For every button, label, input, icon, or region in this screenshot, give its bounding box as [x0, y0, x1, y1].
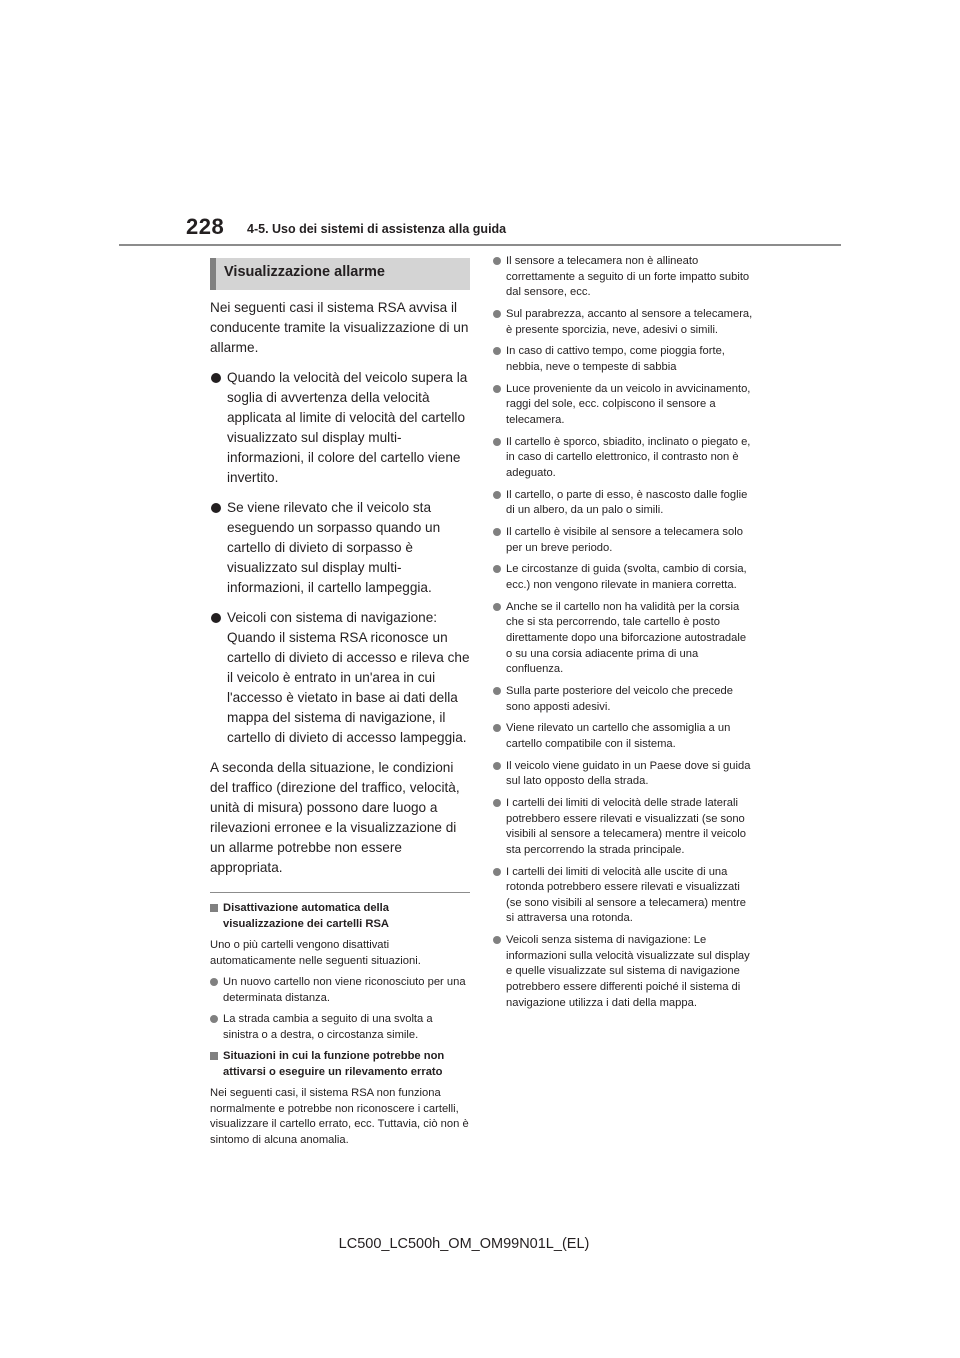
list-item: Il cartello è sporco, sbiadito, inclinato o piegato e, in caso di cartello elettronico, il contrasto non è adeguato. — [493, 435, 755, 482]
subheading-auto-disable: Disattivazione automatica della visualizzazione dei cartelli RSA — [210, 901, 470, 932]
bullet-icon — [493, 868, 501, 876]
bullet-icon — [211, 503, 221, 513]
square-bullet-icon — [210, 1052, 218, 1060]
list-item: Luce proveniente da un veicolo in avvicinamento, raggi del sole, ecc. colpiscono il sensore a telecamera. — [493, 382, 755, 429]
bullet-icon — [493, 438, 501, 446]
bullet-icon — [493, 385, 501, 393]
malfunction-text: Nei seguenti casi, il sistema RSA non funziona normalmente e potrebbe non riconoscere i cartelli, visualizzare il cartello errato, ecc. Tuttavia, ciò non è sintomo di alcuna anomalia. — [210, 1087, 469, 1146]
bullet-icon — [493, 491, 501, 499]
list-item: Se viene rilevato che il veicolo sta eseguendo un sorpasso quando un cartello di divieto di sorpasso è visualizzato sul display multi-informazioni, il cartello lampeggia. — [210, 498, 470, 598]
bullet-icon — [493, 528, 501, 536]
list-item: Veicoli con sistema di navigazione: Quando il sistema RSA riconosce un cartello di divieto di accesso e rileva che il veicolo è entrato in un'area in cui l'accesso è vietato in base ai dati della mappa del sistema di navigazione, il cartello di divieto di accesso lampeggia. — [210, 608, 470, 748]
alarm-bullet-list — [210, 368, 470, 748]
header-divider — [119, 244, 841, 246]
list-item: La strada cambia a seguito di una svolta a sinistra o a destra, o circostanza simile. — [210, 1012, 470, 1043]
list-item: Sulla parte posteriore del veicolo che precede sono apposti adesivi. — [493, 684, 755, 715]
section-heading-text: Visualizzazione allarme — [224, 264, 385, 280]
list-item: Il sensore a telecamera non è allineato correttamente a seguito di un forte impatto subito dal sensore, ecc. — [493, 254, 755, 301]
section-title: 4-5. Uso dei sistemi di assistenza alla guida — [247, 222, 507, 236]
document-code-footer — [0, 1236, 960, 1252]
page-header — [0, 0, 960, 250]
bullet-icon — [493, 724, 501, 732]
list-item: I cartelli dei limiti di velocità alle uscite di una rotonda potrebbero essere rilevati e visualizzati (se sono visibili al sensore a telecamera) mentre si attraversa una rotonda. — [493, 865, 755, 927]
square-bullet-icon — [210, 904, 218, 912]
left-column — [210, 258, 470, 1154]
bullet-icon — [493, 347, 501, 355]
bullet-icon — [493, 565, 501, 573]
list-item: I cartelli dei limiti di velocità delle strade laterali potrebbero essere rilevati e visualizzati (se sono visibili al sensore a telecamera) mentre il veicolo sta percorrendo la strada principale. — [493, 796, 755, 858]
bullet-icon — [211, 613, 221, 623]
list-item: Sul parabrezza, accanto al sensore a telecamera, è presente sporcizia, neve, adesivi o simili. — [493, 307, 755, 338]
right-column — [493, 254, 755, 1017]
list-item: Il cartello, o parte di esso, è nascosto dalle foglie di un albero, da un palo o simili. — [493, 488, 755, 519]
intro-paragraph: Nei seguenti casi il sistema RSA avvisa il conducente tramite la visualizzazione di un allarme. — [210, 300, 469, 355]
bullet-icon — [493, 936, 501, 944]
list-item: Il cartello è visibile al sensore a telecamera solo per un breve periodo. — [493, 525, 755, 556]
bullet-icon — [493, 257, 501, 265]
bullet-icon — [493, 310, 501, 318]
page-number: 228 — [186, 214, 225, 239]
situation-paragraph: A seconda della situazione, le condizioni del traffico (direzione del traffico, velocità, unità di misura) possono dare luogo a rilevazioni erronee e la visualizzazione di un allarme potrebbe non essere appropriata. — [210, 760, 460, 875]
list-item: Anche se il cartello non ha validità per la corsia che si sta percorrendo, tale cartello è posto direttamente dopo una biforcazione autostradale o su una corsia adiacente prima di una confluenza. — [493, 600, 755, 678]
bullet-icon — [211, 373, 221, 383]
list-item: Le circostanze di guida (svolta, cambio di corsia, ecc.) non vengono rilevate in maniera corretta. — [493, 562, 755, 593]
bullet-icon — [210, 978, 218, 986]
bullet-icon — [493, 687, 501, 695]
list-item: Quando la velocità del veicolo supera la soglia di avvertenza della velocità applicata al limite di velocità del cartello visualizzato sul display multi-informazioni, il colore del cartello viene invertito. — [210, 368, 470, 488]
list-item: Veicoli senza sistema di navigazione: Le informazioni sulla velocità visualizzate sul display e quelle visualizzate sul sistema di navigazione potrebbero essere differenti poiché il sistema di navigazione utilizza i dati della mappa. — [493, 933, 755, 1011]
bullet-icon — [493, 762, 501, 770]
document-code: LC500_LC500h_OM_OM99N01L_(EL) — [338, 1236, 590, 1252]
list-item: Il veicolo viene guidato in un Paese dove si guida sul lato opposto della strada. — [493, 759, 755, 790]
auto-disable-text: Uno o più cartelli vengono disattivati automaticamente nelle seguenti situazioni. — [210, 939, 421, 967]
section-heading — [210, 258, 470, 290]
bullet-icon — [493, 603, 501, 611]
bullet-icon — [493, 799, 501, 807]
bullet-icon — [210, 1015, 218, 1023]
subheading-malfunction: Situazioni in cui la funzione potrebbe non attivarsi o eseguire un rilevamento errato — [210, 1049, 470, 1080]
section-divider — [210, 892, 470, 893]
list-item: In caso di cattivo tempo, come pioggia forte, nebbia, neve o tempeste di sabbia — [493, 344, 755, 375]
list-item: Un nuovo cartello non viene riconosciuto per una determinata distanza. — [210, 975, 470, 1006]
list-item: Viene rilevato un cartello che assomiglia a un cartello compatibile con il sistema. — [493, 721, 755, 752]
